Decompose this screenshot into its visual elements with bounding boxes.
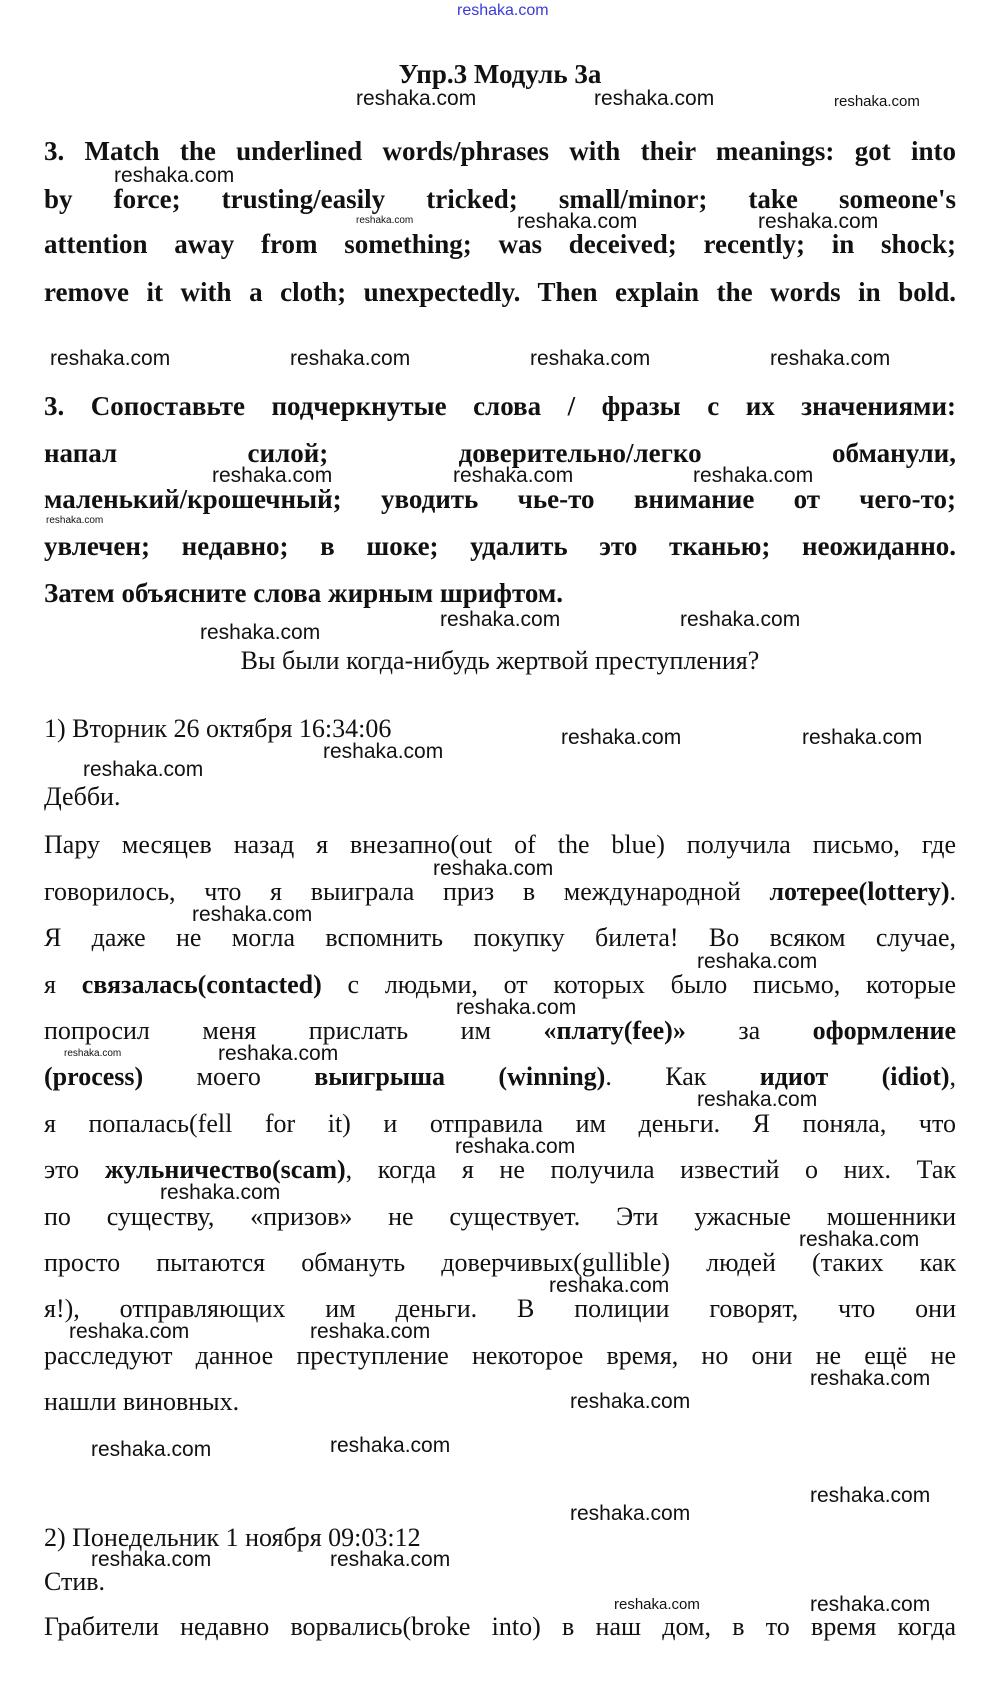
watermark: reshaka.com <box>212 464 333 487</box>
text-segment: с людьми, от которых было письмо, которые <box>321 970 956 999</box>
watermark: reshaka.com <box>614 1596 700 1613</box>
task-en-line: by force; trusting/easily tricked; small/minor; take someone's <box>44 184 956 214</box>
watermark: reshaka.com <box>453 464 574 487</box>
entry-1-line <box>44 1156 956 1184</box>
watermark: reshaka.com <box>758 210 879 233</box>
watermark: reshaka.com <box>770 347 891 370</box>
watermark: reshaka.com <box>810 1484 931 1507</box>
task-en-line: attention away from something; was deceived; recently; in shock; <box>44 229 956 259</box>
watermark: reshaka.com <box>697 1088 818 1111</box>
task-ru-line: маленький/крошечный; уводить чье-то внимание от чего-то; <box>44 484 956 514</box>
entry-1-line <box>44 878 956 906</box>
entry-2-line <box>44 1613 956 1641</box>
text-segment: , <box>949 1062 957 1091</box>
entry-1-name: Дебби. <box>44 782 121 811</box>
entry-1-line <box>44 1342 956 1370</box>
watermark: reshaka.com <box>290 347 411 370</box>
entry-1-line <box>44 1017 956 1045</box>
bold-term: (process) <box>44 1062 144 1091</box>
text-segment: нашли виновных. <box>44 1387 240 1416</box>
watermark: reshaka.com <box>192 903 313 926</box>
task-en-line: 3. Match the underlined words/phrases with their meanings: got into <box>44 136 956 166</box>
watermark: reshaka.com <box>330 1434 451 1457</box>
watermark: reshaka.com <box>50 347 171 370</box>
watermark: reshaka.com <box>330 1548 451 1571</box>
watermark: reshaka.com <box>802 726 923 749</box>
watermark: reshaka.com <box>517 210 638 233</box>
watermark: reshaka.com <box>456 996 577 1019</box>
subtitle: Вы были когда-нибудь жертвой преступления? <box>240 646 760 675</box>
watermark: reshaka.com <box>570 1502 691 1525</box>
bold-term: жульничество(scam) <box>104 1155 346 1184</box>
entry-1-line <box>44 1249 956 1277</box>
bold-term: оформление <box>812 1016 956 1045</box>
watermark: reshaka.com <box>810 1593 931 1616</box>
text-segment: попросил меня прислать им <box>44 1016 544 1045</box>
entry-1-line <box>44 971 956 999</box>
watermark: reshaka.com <box>64 1048 122 1059</box>
entry-1-line <box>44 831 956 859</box>
watermark: reshaka.com <box>356 215 414 226</box>
watermark: reshaka.com <box>83 758 204 781</box>
entry-1-header: 1) Вторник 26 октября 16:34:06 <box>44 714 392 743</box>
bold-term: лотерее(lottery) <box>769 877 950 906</box>
text-segment: моего <box>143 1062 315 1091</box>
text-segment: это <box>44 1155 105 1184</box>
page-title: Упр.3 Модуль 3а <box>398 59 602 89</box>
text-segment: по существу, «призов» не существует. Эти ужасные мошенники <box>44 1202 956 1231</box>
watermark: reshaka.com <box>680 608 801 631</box>
watermark: reshaka.com <box>697 950 818 973</box>
watermark: reshaka.com <box>91 1548 212 1571</box>
text-segment: расследуют данное преступление некоторое время, но они не ещё не <box>44 1341 956 1370</box>
watermark: reshaka.com <box>310 1320 431 1343</box>
watermark: reshaka.com <box>530 347 651 370</box>
entry-1-line <box>44 1110 956 1138</box>
text-segment: за <box>685 1016 813 1045</box>
watermark: reshaka.com <box>810 1367 931 1390</box>
task-ru-line: 3. Сопоставьте подчеркнутые слова / фразы с их значениями: <box>44 391 956 421</box>
bold-term: идиот (idiot) <box>759 1062 950 1091</box>
watermark: reshaka.com <box>218 1042 339 1065</box>
bold-term: «плату(fee)» <box>543 1016 686 1045</box>
watermark: reshaka.com <box>440 608 561 631</box>
entry-1-line <box>44 1063 956 1091</box>
text-segment: Я даже не могла вспомнить покупку билета! Во всяком случае, <box>44 923 956 952</box>
watermark: reshaka.com <box>693 464 814 487</box>
watermark: reshaka.com <box>91 1438 212 1461</box>
text-segment: я попалась(fell for it) и отправила им деньги. Я поняла, что <box>44 1109 956 1138</box>
task-ru-line: напал силой; доверительно/легко обманули, <box>44 438 956 468</box>
text-segment: , когда я не получила известий о них. Так <box>345 1155 957 1184</box>
watermark: reshaka.com <box>455 1135 576 1158</box>
text-segment: я <box>44 970 82 999</box>
bold-term: связалась(contacted) <box>81 970 322 999</box>
text-segment: говорилось, что я выиграла приз в международной <box>44 877 770 906</box>
entry-2-name: Стив. <box>44 1567 106 1596</box>
watermark: reshaka.com <box>160 1181 281 1204</box>
watermark: reshaka.com <box>834 93 920 110</box>
watermark: reshaka.com <box>114 164 235 187</box>
task-ru-line: увлечен; недавно; в шоке; удалить это тканью; неожиданно. <box>44 531 956 561</box>
bold-term: выигрыша (winning) <box>314 1062 606 1091</box>
task-en-line: remove it with a cloth; unexpectedly. Then explain the words in bold. <box>44 277 956 307</box>
text-segment: я!), отправляющих им деньги. В полиции говорят, что они <box>44 1294 956 1323</box>
text-segment: Грабители недавно ворвались(broke into) в наш дом, в то время когда <box>44 1612 956 1641</box>
entry-1-line <box>44 1203 956 1231</box>
text-segment: . Как <box>605 1062 760 1091</box>
watermark[interactable]: reshaka.com <box>457 2 549 19</box>
entry-1-line <box>44 924 956 952</box>
watermark: reshaka.com <box>561 726 682 749</box>
text-segment: Пару месяцев назад я внезапно(out of the blue) получила письмо, где <box>44 830 956 859</box>
watermark: reshaka.com <box>46 515 104 526</box>
task-ru-line: Затем объясните слова жирным шрифтом. <box>44 578 564 608</box>
watermark: reshaka.com <box>799 1228 920 1251</box>
watermark: reshaka.com <box>570 1390 691 1413</box>
watermark: reshaka.com <box>323 740 444 763</box>
watermark: reshaka.com <box>433 857 554 880</box>
watermark: reshaka.com <box>594 87 715 110</box>
entry-2-header: 2) Понедельник 1 ноября 09:03:12 <box>44 1523 421 1552</box>
watermark: reshaka.com <box>356 87 477 110</box>
entry-1-line <box>44 1388 239 1416</box>
watermark: reshaka.com <box>69 1320 190 1343</box>
entry-1-line <box>44 1295 956 1323</box>
watermark: reshaka.com <box>549 1274 670 1297</box>
text-segment: . <box>949 877 956 906</box>
text-segment: просто пытаются обмануть доверчивых(gullible) людей (таких как <box>44 1248 956 1277</box>
watermark: reshaka.com <box>200 621 321 644</box>
